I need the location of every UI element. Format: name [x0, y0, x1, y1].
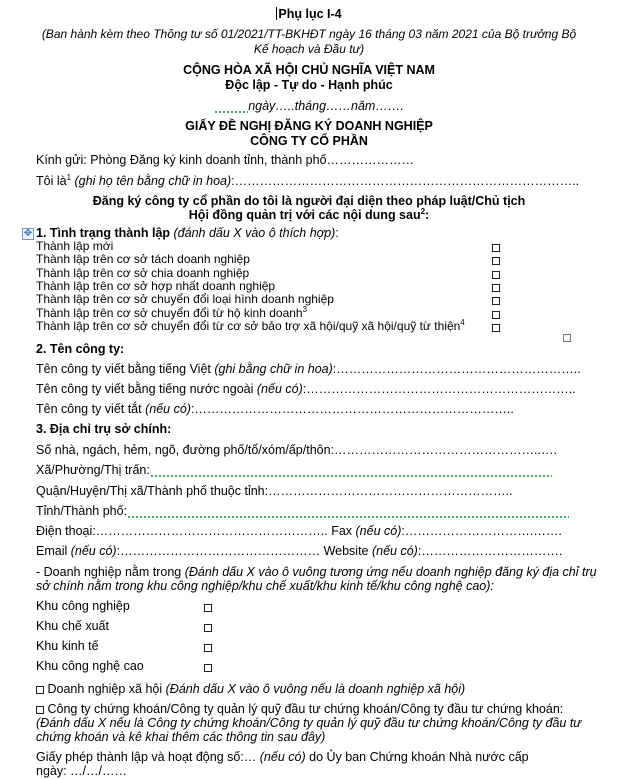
social-enterprise-checkbox[interactable]	[36, 686, 44, 694]
street-dots: …………………………………………..….	[334, 443, 557, 457]
license-field[interactable]	[36, 750, 529, 765]
securities-company-checkbox[interactable]	[36, 706, 44, 714]
establishment-option-checkbox[interactable]	[492, 324, 500, 332]
fax-hint: (nếu có)	[352, 524, 402, 538]
company-name-label: Tên công ty viết bằng tiếng nước ngoài	[36, 382, 254, 396]
zone-option[interactable]	[36, 659, 144, 674]
date-line[interactable]	[0, 99, 618, 114]
zone-option-checkbox[interactable]	[204, 644, 212, 652]
securities-hint-line-2: chứng khoán và kê khai thêm các thông tin sau đây)	[36, 730, 326, 744]
zone-option-checkbox[interactable]	[204, 664, 212, 672]
establishment-option-checkbox[interactable]	[492, 271, 500, 279]
footnote-ref[interactable]: 3	[302, 304, 308, 314]
issued-by-line-2: Kế hoạch và Đầu tư)	[253, 42, 365, 56]
company-name-label: Tên công ty viết tắt	[36, 402, 142, 416]
website-dots: :…………………………….	[417, 544, 563, 558]
fax-dots: :………………………….…….	[401, 524, 562, 538]
company-name-hint: (nếu có)	[253, 382, 303, 396]
establishment-option-checkbox[interactable]	[492, 257, 500, 265]
phone-label: Điện thoại:	[36, 524, 96, 538]
section-3-heading: 3. Địa chỉ trụ sở chính:	[36, 422, 172, 436]
zone-intro-text: - Doanh nghiệp nằm trong	[36, 565, 182, 579]
license-issuer: do Ủy ban Chứng khoán Nhà nước cấp	[305, 750, 529, 764]
district-label: Quận/Huyện/Thị xã/Thành phố thuộc tỉnh:	[36, 484, 269, 498]
social-enterprise-hint: (Đánh dấu X vào ô vuông nếu là doanh nghiệp xã hội)	[162, 682, 466, 696]
establishment-option-checkbox[interactable]	[492, 244, 500, 252]
company-name-dots: :…………………………………………………..	[332, 362, 581, 376]
section-1-hint: (đánh dấu X vào ô thích hợp)	[170, 226, 336, 240]
zone-intro-line-1	[36, 565, 597, 580]
website-label: Website	[320, 544, 369, 558]
phone-fax-field[interactable]	[36, 524, 562, 539]
country-name: CỘNG HÒA XÃ HỘI CHỦ NGHĨA VIỆT NAM	[183, 63, 435, 77]
establishment-option-label: Thành lập trên cơ sở tách doanh nghiệp	[36, 252, 250, 267]
establishment-option-checkbox[interactable]	[492, 311, 500, 319]
zone-option-label: Khu kinh tế	[36, 639, 99, 653]
province-field[interactable]	[36, 504, 569, 519]
company-name-hint: (nếu có)	[141, 402, 191, 416]
applicant-dots: :………………………………………………………………………..	[231, 174, 580, 188]
securities-hint-line-1: (Đánh dấu X nếu là Công ty chứng khoán/Công ty quản lý quỹ đầu tư chứng khoán/Công ty đầu tư	[36, 716, 582, 730]
email-hint: (nếu có)	[67, 544, 117, 558]
establishment-option[interactable]	[36, 253, 250, 266]
ward-label: Xã/Phường/Thị trấn:	[36, 463, 150, 477]
date-line-text: ngày…..tháng……năm…….	[248, 99, 404, 113]
license-label: Giấy phép thành lập và hoạt động số:…	[36, 750, 257, 764]
fax-label: Fax	[327, 524, 353, 538]
applicant-hint: (ghi họ tên bằng chữ in hoa)	[71, 174, 232, 188]
spellcheck-squiggle	[127, 507, 569, 519]
national-motto: Độc lập - Tự do - Hạnh phúc	[225, 78, 393, 92]
email-dots: :…………………………………………	[116, 544, 321, 558]
footnote-ref[interactable]: 4	[460, 317, 465, 327]
ward-field[interactable]	[36, 463, 552, 478]
company-name-field[interactable]	[36, 402, 514, 417]
zone-option[interactable]	[36, 599, 130, 614]
addressee-dots: …………………	[326, 153, 415, 167]
appendix-text: Phụ lục I-4	[278, 7, 342, 21]
addressee-field[interactable]	[36, 153, 414, 168]
securities-company-option[interactable]	[36, 702, 563, 717]
zone-hint: (Đánh dấu X vào ô vuông tương ứng nếu doanh nghiệp đăng ký địa chỉ trụ	[181, 565, 597, 579]
spellcheck-squiggle	[214, 102, 248, 114]
zone-option-label: Khu chế xuất	[36, 619, 109, 633]
website-hint: (nếu có)	[368, 544, 418, 558]
declaration-end: :	[425, 208, 430, 222]
district-field[interactable]	[36, 484, 513, 499]
zone-option[interactable]	[36, 639, 99, 654]
form-title-line-1: GIẤY ĐỀ NGHỊ ĐĂNG KÝ DOANH NGHIỆP	[185, 119, 433, 133]
establishment-option-label: Thành lập trên cơ sở chia doanh nghiệp	[36, 265, 250, 280]
establishment-option-checkbox[interactable]	[492, 284, 500, 292]
company-name-dots: :………………………………………………………..	[302, 382, 576, 396]
establishment-option[interactable]	[36, 317, 465, 333]
district-dots: …………………………………………………..	[268, 484, 513, 498]
company-name-field[interactable]	[36, 382, 576, 397]
securities-company-label: Công ty chứng khoán/Công ty quản lý quỹ đầu tư chứng khoán/Công ty đầu tư chứng khoán:	[44, 702, 564, 716]
establishment-option[interactable]	[36, 240, 113, 253]
license-date-field[interactable]: ngày: …/…/……	[36, 764, 127, 778]
establishment-option[interactable]	[36, 267, 249, 280]
street-address-field[interactable]	[36, 443, 557, 458]
zone-option-checkbox[interactable]	[204, 604, 212, 612]
establishment-option-checkbox[interactable]	[492, 297, 500, 305]
phone-dots: ………………………………………………..	[95, 524, 328, 538]
zone-option-label: Khu công nghệ cao	[36, 659, 144, 673]
declaration-text: Hội đồng quản trị với các nội dung sau	[188, 208, 421, 222]
zone-option[interactable]	[36, 619, 109, 634]
province-label: Tỉnh/Thành phố:	[36, 504, 128, 518]
section-2-heading: 2. Tên công ty:	[36, 342, 125, 356]
social-enterprise-label: Doanh nghiệp xã hội	[44, 682, 163, 696]
applicant-name-field[interactable]	[36, 174, 579, 189]
establishment-option[interactable]	[36, 280, 275, 293]
applicant-label: Tôi là	[36, 174, 67, 188]
establishment-option-label: Thành lập trên cơ sở chuyển đổi từ hộ kinh doanh	[36, 305, 303, 320]
issued-by-line-1: (Ban hành kèm theo Thông tư số 01/2021/TT-BKHĐT ngày 16 tháng 03 năm 2021 của Bộ trưởng Bộ	[41, 27, 577, 41]
email-website-field[interactable]	[36, 544, 562, 559]
spellcheck-squiggle	[150, 466, 552, 478]
zone-option-checkbox[interactable]	[204, 624, 212, 632]
footnote-ref[interactable]: 2	[420, 206, 426, 216]
street-label: Số nhà, ngách, hẻm, ngõ, đường phố/tổ/xóm/ấp/thôn:	[36, 443, 335, 457]
establishment-option-label: Thành lập trên cơ sở chuyển đổi loại hình doanh nghiệp	[36, 292, 334, 307]
establishment-option[interactable]	[36, 293, 334, 306]
zone-option-label: Khu công nghiệp	[36, 599, 130, 613]
section-1-hint-end: :	[335, 226, 339, 240]
addressee-label: Kính gửi: Phòng Đăng ký kinh doanh tỉnh, thành phố	[36, 153, 327, 167]
establishment-option-label: Thành lập trên cơ sở hợp nhất doanh nghiệp	[36, 278, 276, 293]
company-name-label: Tên công ty viết bằng tiếng Việt	[36, 362, 211, 376]
section-1-title: 1. Tình trạng thành lập	[36, 226, 171, 240]
company-name-dots: :…………………………………………………………………..	[190, 402, 514, 416]
establishment-option-label: Thành lập trên cơ sở chuyển đổi từ cơ sở bảo trợ xã hội/quỹ xã hội/quỹ từ thiện	[36, 318, 461, 333]
establishment-option[interactable]	[36, 304, 308, 320]
declaration-line-1: Đăng ký công ty cổ phần do tôi là người đại diện theo pháp luật/Chủ tịch	[92, 194, 526, 208]
declaration-line-2	[0, 208, 618, 223]
form-title-line-2: CÔNG TY CỔ PHẦN	[250, 134, 368, 148]
table-resize-handle[interactable]	[563, 334, 571, 342]
license-hint: (nếu có)	[256, 750, 306, 764]
zone-intro-line-2: sở chính nằm trong khu công nghiệp/khu chế xuất/khu kinh tế/khu công nghệ cao):	[36, 579, 494, 593]
footnote-ref[interactable]: 1	[66, 172, 72, 182]
establishment-option-label: Thành lập mới	[36, 239, 114, 253]
company-name-field[interactable]	[36, 362, 581, 377]
appendix-title	[0, 7, 618, 22]
email-label: Email	[36, 544, 68, 558]
table-move-handle-icon[interactable]: ✥	[23, 228, 33, 239]
social-enterprise-option[interactable]	[36, 682, 465, 697]
company-name-hint: (ghi bằng chữ in hoa)	[210, 362, 333, 376]
